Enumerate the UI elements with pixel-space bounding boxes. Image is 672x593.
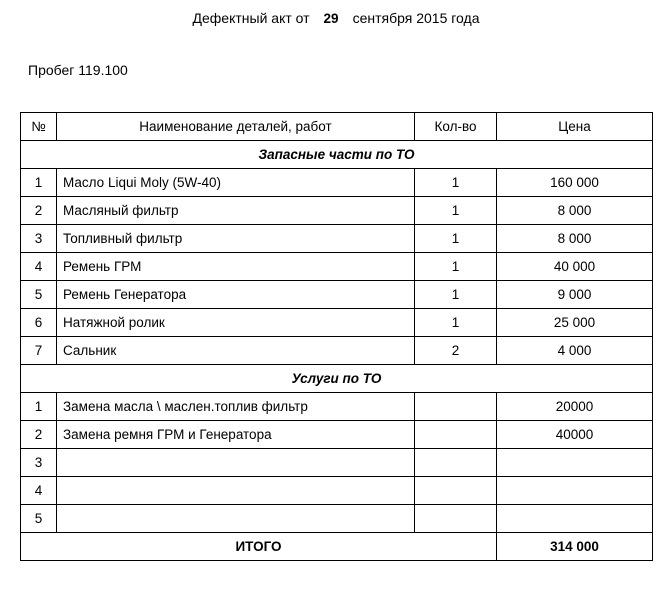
row-price <box>497 449 653 477</box>
row-num: 4 <box>21 477 57 505</box>
row-num: 5 <box>21 281 57 309</box>
row-price: 40000 <box>497 421 653 449</box>
row-num: 4 <box>21 253 57 281</box>
row-price: 40 000 <box>497 253 653 281</box>
row-qty <box>415 393 497 421</box>
row-qty: 1 <box>415 309 497 337</box>
row-price: 25 000 <box>497 309 653 337</box>
row-name <box>57 449 415 477</box>
column-header-price: Цена <box>497 113 653 141</box>
table-row <box>21 449 653 477</box>
section-title-parts: Запасные части по ТО <box>21 141 653 169</box>
row-price: 9 000 <box>497 281 653 309</box>
row-price: 20000 <box>497 393 653 421</box>
row-name: Топливный фильтр <box>57 225 415 253</box>
row-name: Натяжной ролик <box>57 309 415 337</box>
table-row <box>21 421 653 449</box>
table-row <box>21 309 653 337</box>
row-name: Ремень Генератора <box>57 281 415 309</box>
row-price <box>497 505 653 533</box>
document-title-prefix: Дефектный акт от <box>192 10 310 26</box>
parts-table <box>20 112 653 561</box>
mileage-text: Пробег 119.100 <box>28 62 128 78</box>
row-name: Замена ремня ГРМ и Генератора <box>57 421 415 449</box>
row-price: 4 000 <box>497 337 653 365</box>
row-qty <box>415 449 497 477</box>
row-name: Масло Liqui Moly (5W-40) <box>57 169 415 197</box>
section-header-row <box>21 141 653 169</box>
row-qty: 2 <box>415 337 497 365</box>
row-num: 5 <box>21 505 57 533</box>
row-num: 3 <box>21 449 57 477</box>
row-qty: 1 <box>415 281 497 309</box>
document-title-line <box>0 6 672 30</box>
row-num: 6 <box>21 309 57 337</box>
column-header-num: № <box>21 113 57 141</box>
row-name <box>57 505 415 533</box>
row-name: Сальник <box>57 337 415 365</box>
row-num: 2 <box>21 421 57 449</box>
row-qty <box>415 477 497 505</box>
row-qty: 1 <box>415 169 497 197</box>
table-row <box>21 505 653 533</box>
row-qty: 1 <box>415 253 497 281</box>
table-row <box>21 393 653 421</box>
row-price: 8 000 <box>497 225 653 253</box>
row-name: Масляный фильтр <box>57 197 415 225</box>
row-qty <box>415 505 497 533</box>
row-name <box>57 477 415 505</box>
total-label: ИТОГО <box>21 533 497 561</box>
row-price: 160 000 <box>497 169 653 197</box>
section-title-services: Услуги по ТО <box>21 365 653 393</box>
row-price <box>497 477 653 505</box>
parts-table-wrapper <box>20 112 652 561</box>
table-row <box>21 281 653 309</box>
row-name: Замена масла \ маслен.топлив фильтр <box>57 393 415 421</box>
document-title-day: 29 <box>323 10 339 26</box>
table-row <box>21 169 653 197</box>
row-num: 1 <box>21 169 57 197</box>
row-qty <box>415 421 497 449</box>
table-row <box>21 225 653 253</box>
table-row <box>21 253 653 281</box>
section-header-row <box>21 365 653 393</box>
row-price: 8 000 <box>497 197 653 225</box>
table-header-row <box>21 113 653 141</box>
column-header-qty: Кол-во <box>415 113 497 141</box>
row-qty: 1 <box>415 225 497 253</box>
row-name: Ремень ГРМ <box>57 253 415 281</box>
row-num: 7 <box>21 337 57 365</box>
total-row <box>21 533 653 561</box>
table-row <box>21 337 653 365</box>
row-num: 1 <box>21 393 57 421</box>
document-title-suffix: сентября 2015 года <box>352 10 480 26</box>
row-qty: 1 <box>415 197 497 225</box>
total-value: 314 000 <box>497 533 653 561</box>
row-num: 3 <box>21 225 57 253</box>
column-header-name: Наименование деталей, работ <box>57 113 415 141</box>
table-row <box>21 197 653 225</box>
table-row <box>21 477 653 505</box>
row-num: 2 <box>21 197 57 225</box>
